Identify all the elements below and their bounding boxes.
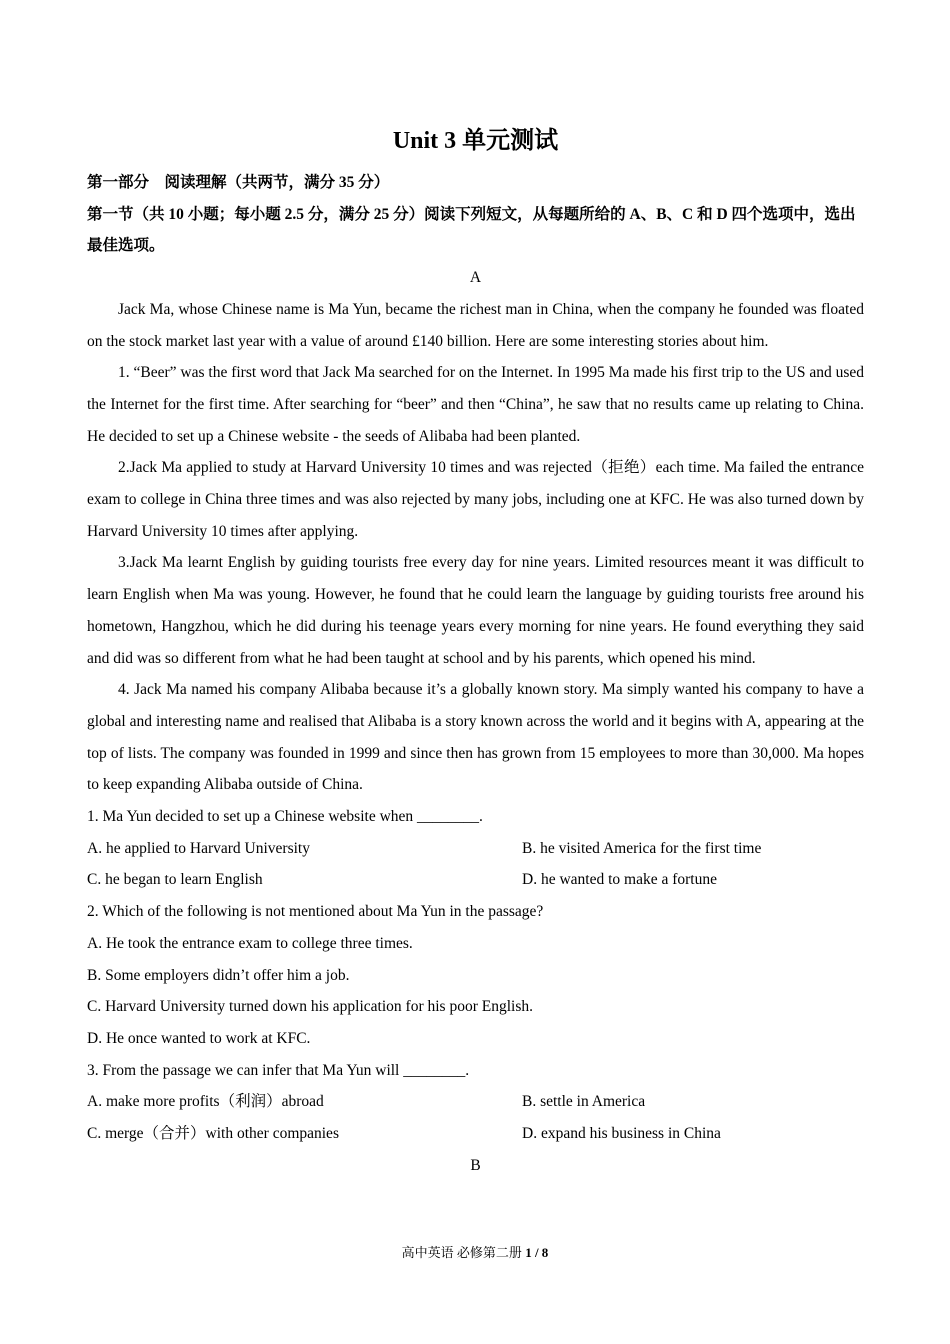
- passage-a-paragraph: 4. Jack Ma named his company Alibaba because it’s a globally known story. Ma simply wanted his company to have a global and interesting name and realised that Alibaba is a story known across the world and it begins with A, appearing at the top of lists. The company was founded in 1999 and since then has grown from 15 employees to more than 30,000. Ma hopes to keep expanding Alibaba outside of China.: [87, 681, 864, 794]
- option-d: D. He once wanted to work at KFC.: [87, 1029, 311, 1047]
- part1-heading: 第一部分 阅读理解（共两节，满分 35 分）: [87, 174, 390, 191]
- section1-heading: 第一节（共 10 小题；每小题 2.5 分，满分 25 分）阅读下列短文，从每题所给的 A、B、C 和 D 四个选项中，选出最佳选项。: [87, 205, 856, 255]
- page-footer: [0, 1243, 950, 1263]
- page-title: Unit 3 单元测试: [392, 128, 559, 154]
- question-options: [87, 864, 864, 896]
- passage-a-paragraph: 1. “Beer” was the first word that Jack Ma searched for on the Internet. In 1995 Ma made his first trip to the US and used the Internet for the first time. After searching for “beer” and then “China”, he saw that no results came up relating to China. He decided to set up a Chinese website - the seeds of Alibaba had been planted.: [87, 364, 864, 445]
- passage-a-label: A: [469, 269, 482, 287]
- question-options: [87, 1086, 864, 1118]
- option-d: D. he wanted to make a fortune: [522, 871, 717, 889]
- option-c: C. merge（合并）with other companies: [87, 1125, 339, 1143]
- option-c: C. he began to learn English: [87, 871, 263, 889]
- option-a: A. he applied to Harvard University: [87, 839, 310, 857]
- option-b: B. he visited America for the first time: [522, 839, 762, 857]
- document-content: [87, 167, 864, 1182]
- page-number: 1 / 8: [525, 1245, 549, 1260]
- passage-a-paragraph: 3.Jack Ma learnt English by guiding tourists free every day for nine years. Limited resources meant it was difficult to learn English when Ma was young. However, he found that he could learn the language by guiding tourists free around his hometown, Hangzhou, which he did during his teenage years every morning for nine years. He found everything they said and did was so different from what he had been taught at school and by his parents, which opened his mind.: [87, 554, 864, 667]
- question-stem: 1. Ma Yun decided to set up a Chinese website when ________.: [87, 808, 483, 826]
- option-c: C. Harvard University turned down his application for his poor English.: [87, 998, 533, 1016]
- option-b: B. Some employers didn’t offer him a job.: [87, 966, 350, 984]
- question-stem: 2. Which of the following is not mentioned about Ma Yun in the passage?: [87, 903, 544, 921]
- option-d: D. expand his business in China: [522, 1125, 721, 1143]
- option-a: A. make more profits（利润）abroad: [87, 1093, 324, 1111]
- footer-text: 高中英语 必修第二册: [401, 1245, 522, 1260]
- question-options: [87, 833, 864, 865]
- question-options: [87, 1118, 864, 1150]
- passage-a-paragraph: 2.Jack Ma applied to study at Harvard University 10 times and was rejected（拒绝）each time. Ma failed the entrance exam to college in China three times and was also rejected by many jobs, including one at KFC. He was also turned down by Harvard University 10 times after applying.: [87, 459, 864, 540]
- option-b: B. settle in America: [522, 1093, 646, 1111]
- passage-b-label: B: [470, 1156, 481, 1174]
- question-stem: 3. From the passage we can infer that Ma Yun will ________.: [87, 1061, 470, 1079]
- passage-a-paragraph: Jack Ma, whose Chinese name is Ma Yun, became the richest man in China, when the company he founded was floated on the stock market last year with a value of around £140 billion. Here are some interesting stories about him.: [87, 300, 864, 350]
- option-a: A. He took the entrance exam to college three times.: [87, 934, 413, 952]
